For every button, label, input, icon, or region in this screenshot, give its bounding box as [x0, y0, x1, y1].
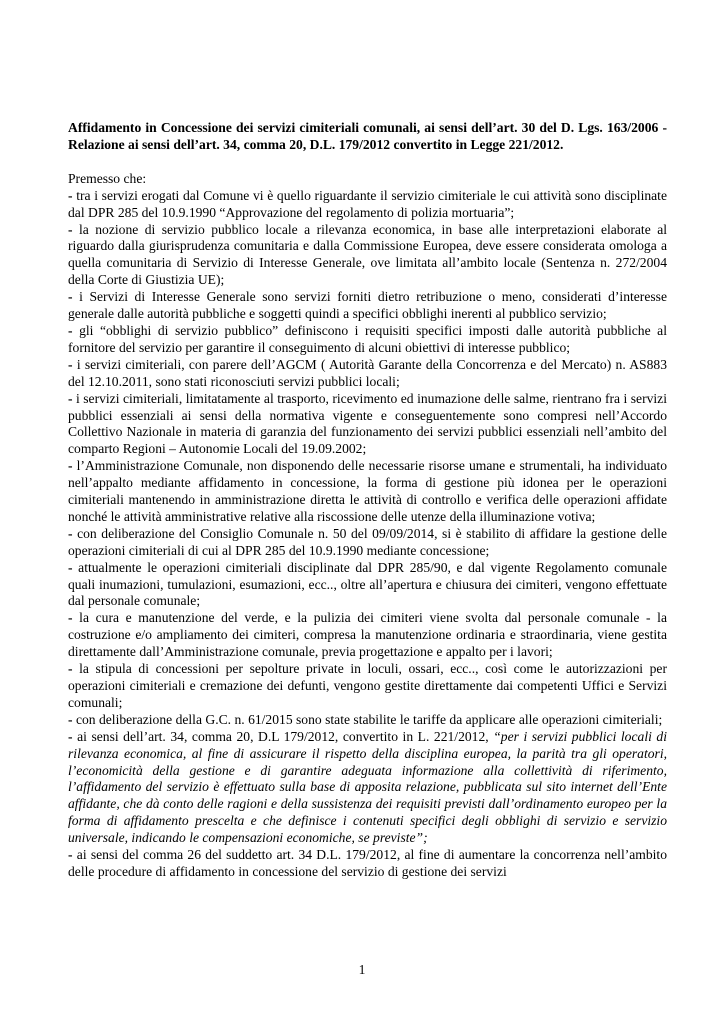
list-item-text: gli “obblighi di servizio pubblico” definiscono i requisiti specifici imposti dalle autorità pubbliche al fornitore del servizio per garantire il conseguimento di alcuni obiettivi di interesse pubblico;: [68, 322, 667, 355]
list-item: [68, 661, 667, 712]
list-item: [68, 323, 667, 357]
list-item: [68, 391, 667, 459]
list-item-text: la nozione di servizio pubblico locale a rilevanza economica, in base alle interpretazioni elaborate al riguardo dalla giurisprudenza comunitaria e dalla Commissione Europea, deve essere considerata omologa a quella comunitaria di Servizio di Interesse Generale, ove limitata all’ambito locale (Sentenza n. 272/2004 della Corte di Giustizia UE);: [68, 221, 668, 288]
list-dash: -: [68, 458, 73, 474]
list-item-text: ai sensi del comma 26 del suddetto art. 34 D.L. 179/2012, al fine di aumentare la concorrenza nell’ambito delle procedure di affidamento in concessione del servizio di gestione dei servizi: [68, 847, 667, 879]
list-dash: -: [68, 559, 73, 575]
list-dash: -: [68, 356, 73, 372]
list-item-text: tra i servizi erogati dal Comune vi è quello riguardante il servizio cimiteriale le cui attività sono disciplinate dal DPR 285 del 10.9.1990 “Approvazione del regolamento di polizia mortuaria”;: [68, 187, 667, 220]
list-item: [68, 560, 667, 611]
list-item-text: con deliberazione della G.C. n. 61/2015 sono state stabilite le tariffe da applicare alle operazioni cimiteriali;: [75, 711, 663, 727]
list-item-text: l’Amministrazione Comunale, non disponendo delle necessarie risorse umane e strumentali, ha individuato nell’appalto mediante affidamento in concessione, la forma di gestione più idonea per le operazioni cimiteriali mantenendo in amministrazione diretta le attività di controllo e verifica delle operazioni affidate nonché le attività amministrative relative alla riscossione delle utenze della illuminazione votiva;: [68, 458, 667, 524]
list-dash: -: [68, 289, 73, 305]
list-dash: -: [68, 322, 73, 338]
list-dash: -: [68, 610, 73, 626]
list-item-text: attualmente le operazioni cimiteriali disciplinate dal DPR 285/90, e dal vigente Regolamento comunale quali inumazioni, tumulazioni, esumazioni, ecc.., oltre all’apertura e chiusura dei cimiteri, vengono effettuate dal personale comunale;: [68, 559, 667, 609]
list-item: [68, 357, 667, 391]
page-number: 1: [358, 962, 366, 977]
list-item: [68, 289, 667, 323]
list-item-text: ai sensi dell’art. 34, comma 20, D.L 179/2012, convertito in L. 221/2012,: [77, 728, 494, 744]
list-item-text: la stipula di concessioni per sepolture private in loculi, ossari, ecc.., così come le autorizzazioni per operazioni cimiteriali e cremazione dei defunti, vengono gestite direttamente dai competenti Uffici e Servizi comunali;: [68, 661, 667, 710]
list-item: [68, 526, 667, 560]
intro-text: Premesso che:: [68, 170, 147, 186]
list-dash: -: [68, 661, 73, 677]
list-item-text: la cura e manutenzione del verde, e la pulizia dei cimiteri viene svolta dal personale comunale - la costruzione e/o ampliamento dei cimiteri, compresa la manutenzione ordinaria e straordinaria, viene gestita direttamente dall’Amministrazione comunale, previa progettazione e appalto per i lavori;: [68, 610, 667, 660]
list-dash: -: [68, 221, 73, 237]
list-item-text: i Servizi di Interesse Generale sono servizi forniti dietro retribuzione o meno, considerati d’interesse generale dalle autorità pubbliche e soggetti quindi a specifici obblighi inerenti al pubblico servizio;: [68, 289, 667, 322]
list-item: [68, 610, 667, 661]
list-dash: -: [68, 187, 73, 203]
list-item: [68, 729, 667, 847]
list-dash: -: [68, 847, 73, 863]
list-item: [68, 458, 667, 526]
list-item-text: con deliberazione del Consiglio Comunale n. 50 del 09/09/2014, si è stabilito di affidare la gestione delle operazioni cimiteriali di cui al DPR 285 del 10.9.1990 mediante concessione;: [68, 525, 667, 558]
list-dash: -: [68, 728, 73, 744]
list-item: [68, 712, 667, 729]
document-title: Affidamento in Concessione dei servizi cimiteriali comunali, ai sensi dell’art. 30 del D. Lgs. 163/2006 - Relazione ai sensi dell’art. 34, comma 20, D.L. 179/2012 convertito in Legge 221/2012.: [68, 120, 667, 152]
list-item-text: i servizi cimiteriali, con parere dell’AGCM ( Autorità Garante della Concorrenza e del Mercato) n. AS883 del 12.10.2011, sono stati riconosciuti servizi pubblici locali;: [68, 356, 667, 389]
list-item: [68, 222, 667, 290]
list-dash: -: [68, 711, 73, 727]
list-dash: -: [68, 525, 73, 541]
list-dash: -: [68, 390, 73, 406]
document-body: [68, 120, 667, 881]
list-item: [68, 188, 667, 222]
law-quote: “per i servizi pubblici locali di rilevanza economica, al fine di assicurare il rispetto della disciplina europea, la parità tra gli operatori, l’economicità della gestione e di garantire adeguata informazione alla collettività di riferimento, l’affidamento del servizio è effettuato sulla base di apposita relazione, pubblicata sul sito internet dell’Ente affidante, che dà conto delle ragioni e della sussistenza dei requisiti previsti dall’ordinamento europeo per la forma di affidamento prescelta e che definisce i contenuti specifici degli obblighi di servizio e servizio universale, indicando le compensazioni economiche, se previste”;: [68, 728, 667, 846]
list-item-text: i servizi cimiteriali, limitatamente al trasporto, ricevimento ed inumazione delle salme, rientrano fra i servizi pubblici essenziali ai sensi della normativa vigente e conseguentemente sono compresi nell’Accordo Collettivo Nazionale in materia di garanzia del funzionamento dei servizi pubblici essenziali nell’ambito del comparto Regioni – Autonomie Locali del 19.09.2002;: [68, 390, 667, 457]
list-item: [68, 847, 667, 881]
